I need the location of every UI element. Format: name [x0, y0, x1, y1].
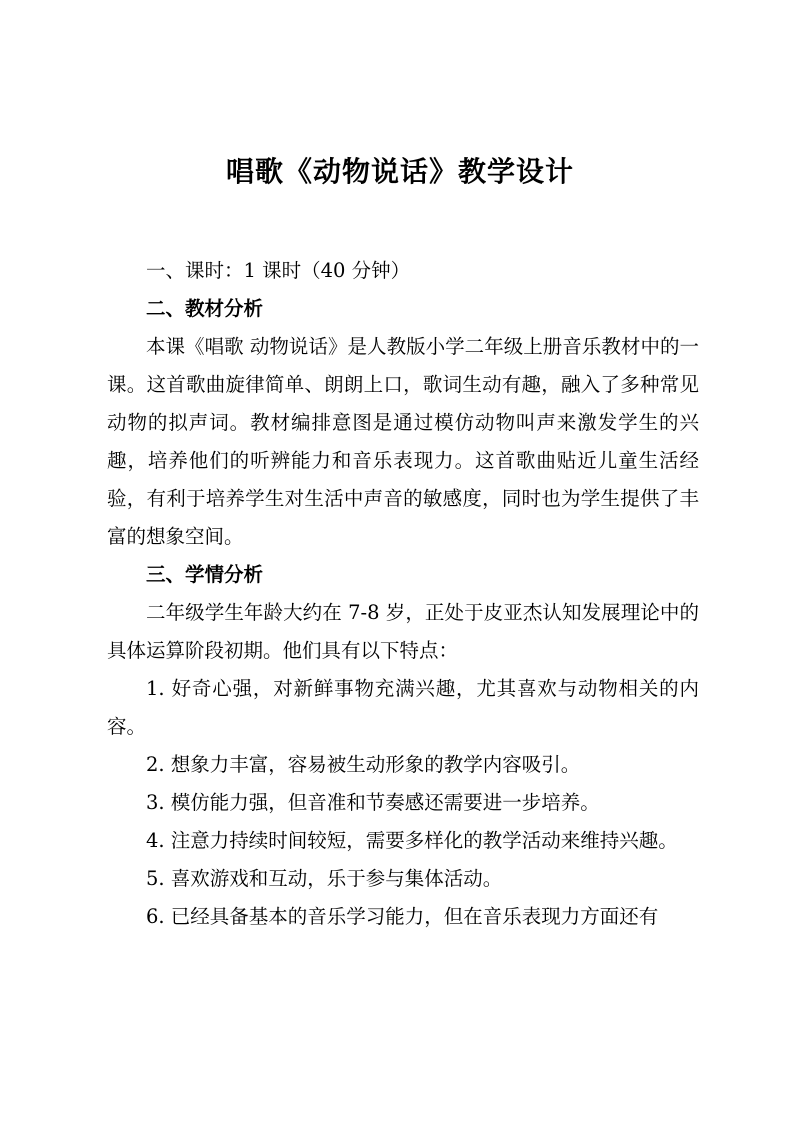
list-item: 2. 想象力丰富，容易被生动形象的教学内容吸引。: [146, 753, 581, 776]
lesson-hours: 一、课时：1 课时（40 分钟）: [146, 259, 411, 282]
list-item: 3. 模仿能力强，但音准和节奏感还需要进一步培养。: [146, 791, 600, 814]
student-analysis-intro: 二年级学生年龄大约在 7-8 岁，正处于皮亚杰认知发展理论中的具体运算阶段初期。他们具有以下特点：: [107, 601, 699, 662]
textbook-analysis-paragraph: 本课《唱歌 动物说话》是人教版小学二年级上册音乐教材中的一课。这首歌曲旋律简单、朗朗上口，歌词生动有趣，融入了多种常见动物的拟声词。教材编排意图是通过模仿动物叫声来激发学生的兴趣，培养他们的听辨能力和音乐表现力。这首歌曲贴近儿童生活经验，有利于培养学生对生活中声音的敏感度，同时也为学生提供了丰富的想象空间。: [107, 335, 699, 548]
document-title: 唱歌《动物说话》教学设计: [225, 155, 574, 188]
document-body: [107, 252, 699, 936]
list-item: 1. 好奇心强，对新鲜事物充满兴趣，尤其喜欢与动物相关的内容。: [107, 677, 699, 738]
list-item: 4. 注意力持续时间较短，需要多样化的教学活动来维持兴趣。: [146, 829, 678, 852]
list-item: 5. 喜欢游戏和互动，乐于参与集体活动。: [146, 867, 503, 890]
list-item: 6. 已经具备基本的音乐学习能力，但在音乐表现力方面还有: [146, 905, 659, 928]
section-heading-textbook-analysis: 二、教材分析: [146, 297, 264, 320]
section-heading-student-analysis: 三、学情分析: [146, 563, 264, 586]
